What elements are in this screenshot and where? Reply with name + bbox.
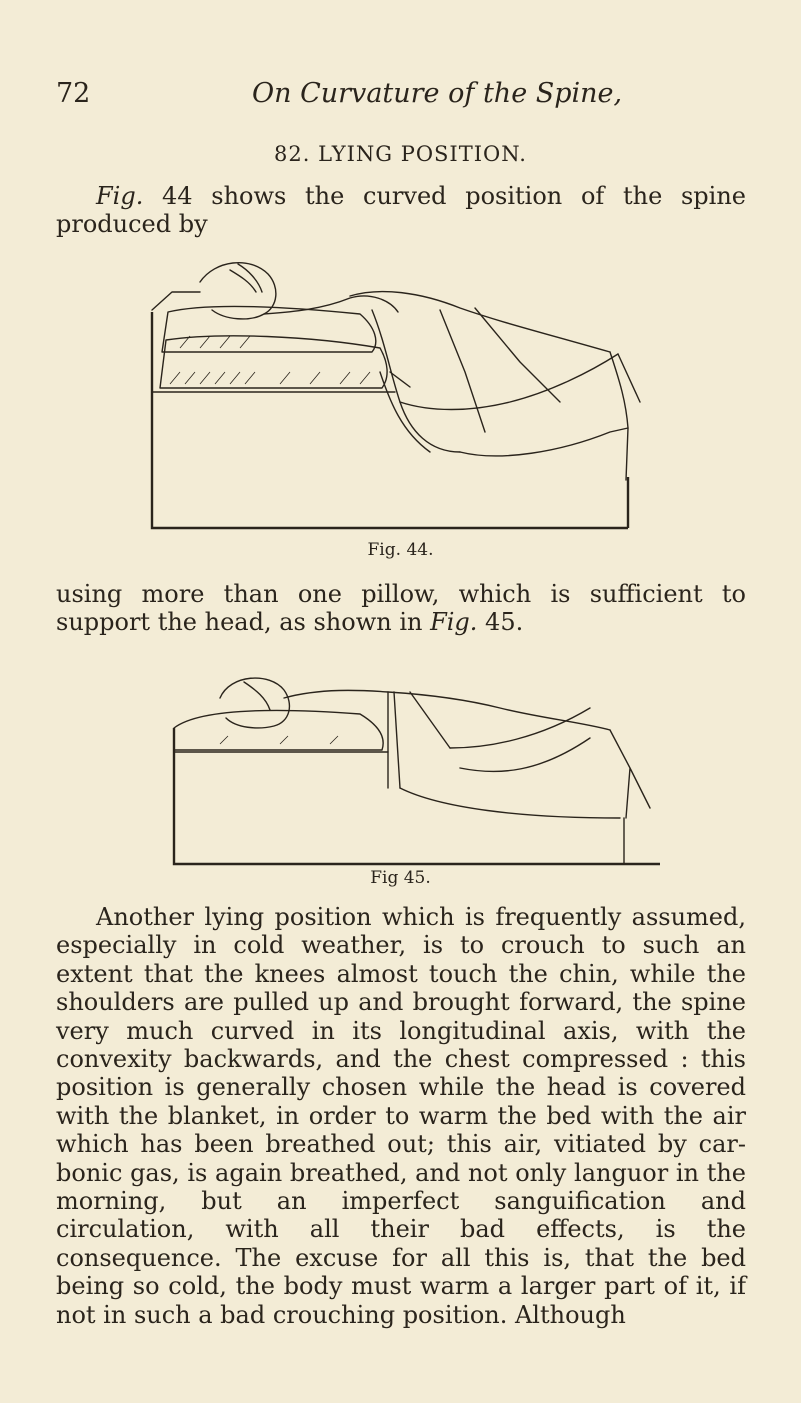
figure-44-illustration <box>140 252 650 532</box>
section-heading: 82. LYING POSITION. <box>274 142 527 166</box>
figure-44-caption: Fig. 44. <box>367 540 434 560</box>
paragraph-text: 45. <box>477 608 524 637</box>
paragraph-crouching: Another lying position which is frequently assumed, especially in cold weather, is to crouch to such an extent that the knees almost touch the chin, while the shoulders are pulled up and brought forward, the spine very much curved in its longitudinal axis, with the convexity backwards, and the chest compressed : this position is generally chosen while the head is covered with the blanket, in order to warm the bed with the air which has been breathed out; this air, vitiated by carbonic gas, is again breathed, and not only languor in the morning, but an imperfect sanguification and circulation, with all their bad effects, is the consequence. The excuse for all this is, that the bed being so cold, the body must warm a larger part of it, if not in such a bad crouching position. Although <box>56 903 746 1329</box>
running-title: On Curvature of the Spine, <box>252 78 623 109</box>
figure-45-caption: Fig 45. <box>370 868 431 888</box>
figure-reference: Fig. <box>430 608 478 637</box>
figure-45-illustration <box>160 668 660 866</box>
paragraph-text: using more than one pillow, which is sufficient to support the head, as shown in <box>56 580 746 637</box>
paragraph-intro <box>56 182 746 239</box>
page-number: 72 <box>56 78 91 109</box>
figure-reference: Fig. <box>96 182 144 210</box>
paragraph-text: 44 shows the curved position of the spine produced by <box>56 182 746 239</box>
page-header <box>56 78 746 118</box>
paragraph-pillow <box>56 580 746 637</box>
